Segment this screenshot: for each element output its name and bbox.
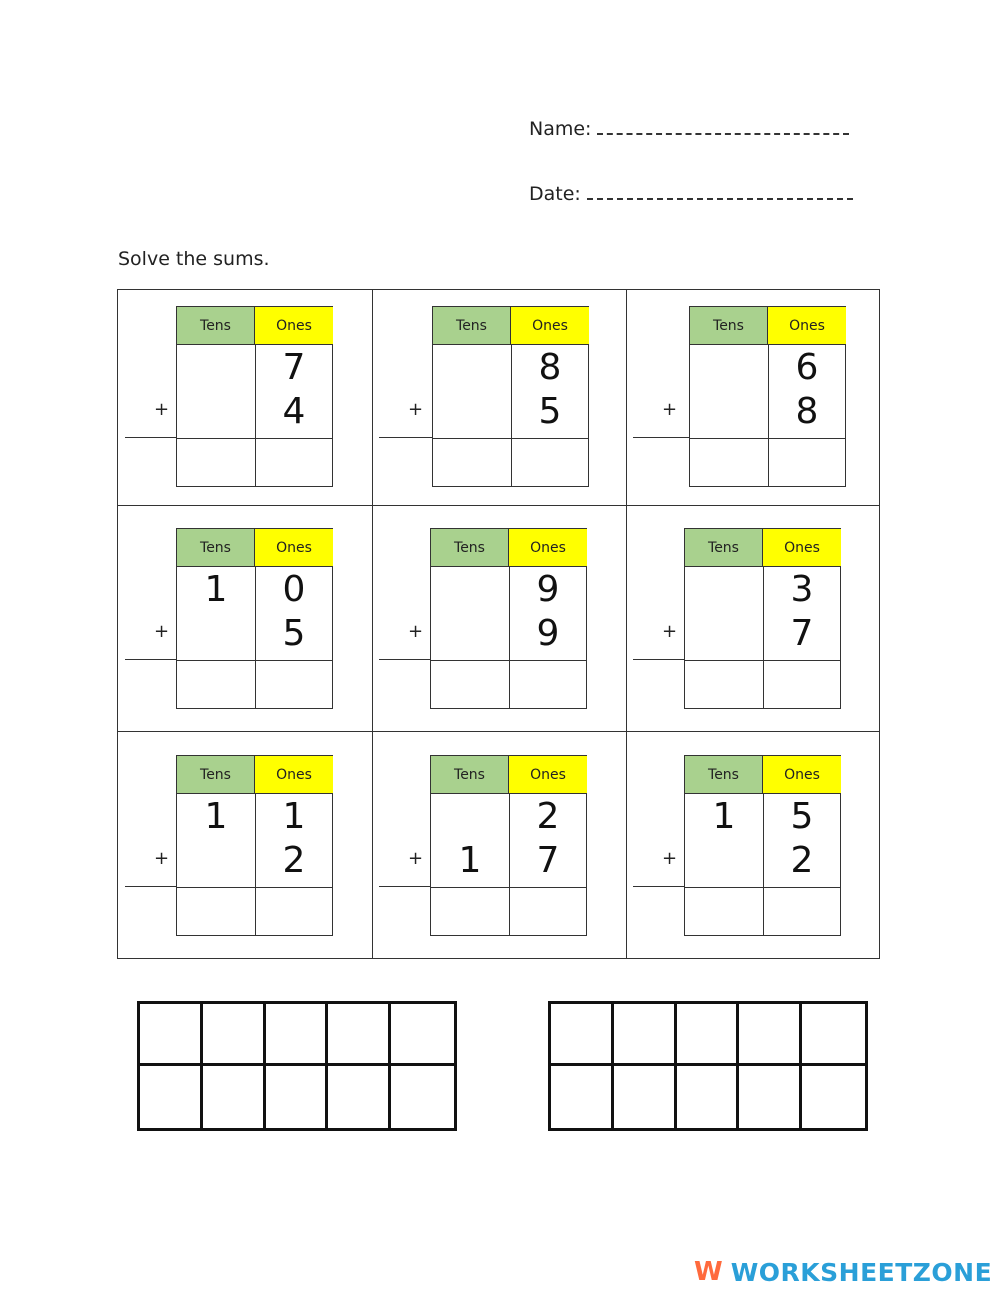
top-tens-digit: 1: [712, 796, 736, 837]
tens-header: Tens: [685, 756, 763, 794]
ten-frame-cell[interactable]: [203, 1004, 266, 1066]
sum-rule-line: [125, 886, 176, 887]
ten-frame-cell[interactable]: [203, 1066, 266, 1128]
answer-ones-box[interactable]: [256, 439, 332, 487]
answer-ones-box[interactable]: [512, 439, 588, 487]
sum-rule-line: [633, 659, 684, 660]
tens-header: Tens: [177, 529, 255, 567]
ten-frame-cell[interactable]: [266, 1004, 329, 1066]
ones-header: Ones: [763, 529, 841, 567]
top-ones-digit: 7: [282, 347, 306, 388]
answer-ones-box[interactable]: [764, 661, 840, 709]
tens-header: Tens: [685, 529, 763, 567]
ones-header: Ones: [255, 756, 333, 794]
logo-text: WORKSHEETZONE: [730, 1257, 993, 1287]
grid-divider: [372, 290, 373, 958]
name-line[interactable]: [597, 132, 849, 135]
top-ones-digit: 2: [536, 796, 560, 837]
ones-header: Ones: [763, 756, 841, 794]
answer-tens-box[interactable]: [431, 661, 508, 709]
place-value-table: [176, 528, 333, 709]
ten-frame-cell[interactable]: [739, 1066, 802, 1128]
place-value-table: [176, 306, 333, 487]
answer-tens-box[interactable]: [177, 439, 254, 487]
grid-divider: [118, 731, 879, 732]
ten-frame-cell[interactable]: [677, 1004, 740, 1066]
date-field[interactable]: [529, 183, 853, 205]
logo-mark-icon: W: [694, 1257, 723, 1287]
bottom-tens-digit: 1: [458, 840, 482, 881]
date-label: Date:: [529, 183, 581, 205]
place-value-table: [689, 306, 846, 487]
sum-rule-line: [125, 437, 176, 438]
tens-header: Tens: [690, 307, 768, 345]
tens-header: Tens: [177, 307, 255, 345]
place-value-table: [430, 755, 587, 936]
plus-sign: +: [154, 848, 170, 869]
sum-rule-line: [379, 886, 430, 887]
sum-rule-line: [125, 659, 176, 660]
answer-tens-box[interactable]: [177, 661, 254, 709]
bottom-ones-digit: 8: [795, 391, 819, 432]
ten-frame-cell[interactable]: [391, 1004, 454, 1066]
ones-header: Ones: [768, 307, 846, 345]
plus-sign: +: [408, 399, 424, 420]
answer-ones-box[interactable]: [256, 888, 332, 936]
instruction-text: Solve the sums.: [118, 248, 270, 270]
name-label: Name:: [529, 118, 592, 140]
answer-ones-box[interactable]: [256, 661, 332, 709]
tens-header: Tens: [433, 307, 511, 345]
top-ones-digit: 8: [538, 347, 562, 388]
top-tens-digit: 1: [204, 569, 228, 610]
answer-tens-box[interactable]: [433, 439, 510, 487]
tens-header: Tens: [431, 529, 509, 567]
grid-divider: [118, 505, 879, 506]
plus-sign: +: [154, 399, 170, 420]
bottom-ones-digit: 9: [536, 613, 560, 654]
bottom-ones-digit: 4: [282, 391, 306, 432]
ones-header: Ones: [255, 529, 333, 567]
ten-frame-cell[interactable]: [802, 1004, 865, 1066]
ten-frame-cell[interactable]: [328, 1066, 391, 1128]
bottom-ones-digit: 7: [790, 613, 814, 654]
ones-header: Ones: [511, 307, 589, 345]
answer-tens-box[interactable]: [177, 888, 254, 936]
answer-tens-box[interactable]: [431, 888, 508, 936]
ten-frame-cell[interactable]: [328, 1004, 391, 1066]
tens-header: Tens: [177, 756, 255, 794]
place-value-table: [176, 755, 333, 936]
ten-frame-left: [137, 1001, 457, 1131]
ten-frame-cell[interactable]: [391, 1066, 454, 1128]
ones-header: Ones: [255, 307, 333, 345]
sum-rule-line: [379, 437, 432, 438]
sum-rule-line: [379, 659, 430, 660]
grid-divider: [626, 290, 627, 958]
answer-tens-box[interactable]: [685, 888, 762, 936]
ten-frame-cell[interactable]: [551, 1004, 614, 1066]
top-ones-digit: 1: [282, 796, 306, 837]
place-value-table: [430, 528, 587, 709]
plus-sign: +: [408, 621, 424, 642]
plus-sign: +: [662, 848, 678, 869]
top-ones-digit: 3: [790, 569, 814, 610]
ten-frame-cell[interactable]: [140, 1004, 203, 1066]
ten-frame-cell[interactable]: [739, 1004, 802, 1066]
top-tens-digit: 1: [204, 796, 228, 837]
top-ones-digit: 9: [536, 569, 560, 610]
ten-frame-cell[interactable]: [551, 1066, 614, 1128]
bottom-ones-digit: 7: [536, 840, 560, 881]
bottom-ones-digit: 2: [282, 840, 306, 881]
ten-frame-cell[interactable]: [614, 1004, 677, 1066]
tens-header: Tens: [431, 756, 509, 794]
name-field[interactable]: [529, 118, 849, 140]
place-value-table: [432, 306, 589, 487]
ten-frame-right: [548, 1001, 868, 1131]
sum-rule-line: [633, 437, 689, 438]
answer-ones-box[interactable]: [510, 661, 586, 709]
date-line[interactable]: [587, 197, 853, 200]
top-ones-digit: 0: [282, 569, 306, 610]
bottom-ones-digit: 5: [282, 613, 306, 654]
place-value-table: [684, 528, 841, 709]
top-ones-digit: 5: [790, 796, 814, 837]
answer-ones-box[interactable]: [769, 439, 845, 487]
bottom-ones-digit: 5: [538, 391, 562, 432]
ten-frame-cell[interactable]: [140, 1066, 203, 1128]
place-value-table: [684, 755, 841, 936]
sum-rule-line: [633, 886, 684, 887]
plus-sign: +: [154, 621, 170, 642]
ten-frame-cell[interactable]: [677, 1066, 740, 1128]
plus-sign: +: [662, 621, 678, 642]
bottom-ones-digit: 2: [790, 840, 814, 881]
worksheetzone-logo: [694, 1255, 992, 1289]
ten-frame-cell[interactable]: [614, 1066, 677, 1128]
plus-sign: +: [662, 399, 678, 420]
ten-frame-cell[interactable]: [266, 1066, 329, 1128]
answer-ones-box[interactable]: [510, 888, 586, 936]
answer-ones-box[interactable]: [764, 888, 840, 936]
ones-header: Ones: [509, 529, 587, 567]
ones-header: Ones: [509, 756, 587, 794]
answer-tens-box[interactable]: [685, 661, 762, 709]
answer-tens-box[interactable]: [690, 439, 767, 487]
top-ones-digit: 6: [795, 347, 819, 388]
plus-sign: +: [408, 848, 424, 869]
ten-frame-cell[interactable]: [802, 1066, 865, 1128]
